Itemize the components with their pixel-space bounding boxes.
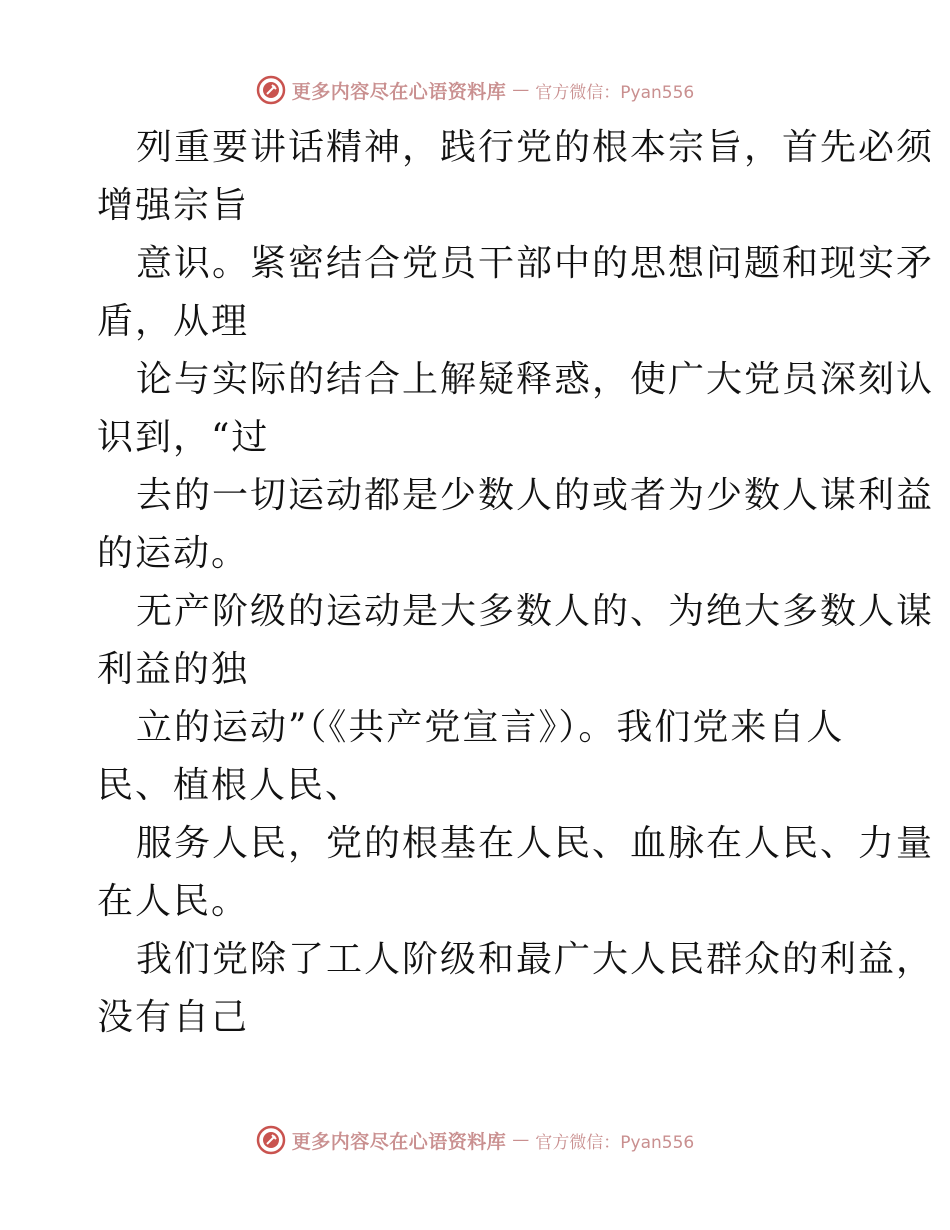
pen-nib-seal-icon xyxy=(256,1125,286,1155)
body-line: 列重要讲话精神，践行党的根本宗旨，首先必须 xyxy=(136,127,935,168)
watermark-sub-text: 官方微信：Pyan556 xyxy=(535,1132,695,1153)
body-line: 意识。紧密结合党员干部中的思想问题和现实矛 xyxy=(136,243,935,284)
body-line: 增强宗旨 xyxy=(97,185,250,226)
body-line: 民、植根人民、 xyxy=(97,765,364,806)
footer-watermark xyxy=(0,1120,950,1160)
body-line: 我们党除了工人阶级和最广大人民群众的利益， xyxy=(136,939,935,980)
body-line: 在人民。 xyxy=(97,881,250,922)
pen-nib-seal-icon xyxy=(256,75,286,105)
body-line: 盾，从理 xyxy=(97,301,250,342)
watermark-main-text: 更多内容尽在心语资料库 xyxy=(291,80,507,103)
body-line: 无产阶级的运动是大多数人的、为绝大多数人谋 xyxy=(136,591,935,632)
body-line: 立的运动”（《共产党宣言》）。我们党来自人 xyxy=(136,707,845,748)
watermark-sub-text: 官方微信：Pyan556 xyxy=(535,82,695,103)
watermark-dash: — xyxy=(512,80,530,100)
body-line: 服务人民，党的根基在人民、血脉在人民、力量 xyxy=(136,823,935,864)
watermark-dash: — xyxy=(512,1130,530,1150)
body-line: 的运动。 xyxy=(97,533,250,574)
header-watermark xyxy=(0,70,950,110)
body-line: 识到，“过 xyxy=(97,417,270,458)
body-line: 没有自己 xyxy=(97,997,250,1038)
watermark-main-text: 更多内容尽在心语资料库 xyxy=(291,1130,507,1153)
body-line: 利益的独 xyxy=(97,649,250,690)
body-line: 去的一切运动都是少数人的或者为少数人谋利益 xyxy=(136,475,935,516)
body-line: 论与实际的结合上解疑释惑，使广大党员深刻认 xyxy=(136,359,935,400)
